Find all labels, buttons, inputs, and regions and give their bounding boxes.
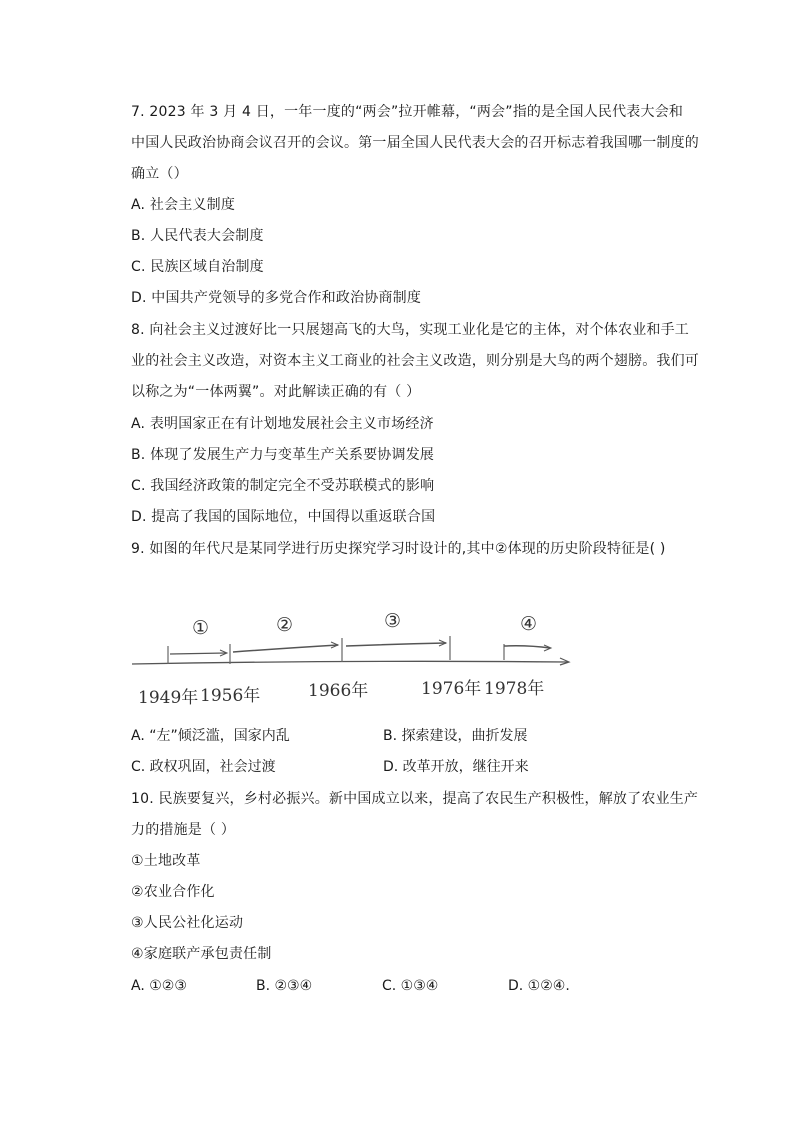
q7-stem-line-2: 中国人民政治协商会议召开的会议。第一届全国人民代表大会的召开标志着我国哪一制度的 [131, 135, 699, 151]
year-label-1956: 1956年 [200, 686, 261, 706]
timeline-figure [128, 598, 578, 710]
q9-option-a: A. “左”倾泛滥，国家内乱 [131, 728, 290, 744]
timeline-axis [132, 661, 568, 664]
q8-stem-line-1: 8. 向社会主义过渡好比一只展翅高飞的大鸟，实现工业化是它的主体，对个体农业和手工 [131, 322, 690, 338]
q7-option-b: B. 人民代表大会制度 [131, 228, 264, 244]
q8-stem-line-2: 业的社会主义改造，对资本主义工商业的社会主义改造，则分别是大鸟的两个翅膀。我们可 [131, 353, 699, 369]
segment-1-arrow [170, 653, 226, 654]
q9-option-b: B. 探索建设，曲折发展 [383, 728, 528, 744]
q7-option-a: A. 社会主义制度 [131, 197, 236, 213]
segment-1-label: ① [192, 617, 210, 639]
q8-option-c: C. 我国经济政策的制定完全不受苏联模式的影响 [131, 478, 435, 494]
q8-option-a: A. 表明国家正在有计划地发展社会主义市场经济 [131, 416, 434, 432]
q10-stem-line-1: 10. 民族要复兴，乡村必振兴。新中国成立以来，提高了农民生产积极性，解放了农业生产 [131, 791, 699, 807]
q9-option-c: C. 政权巩固，社会过渡 [131, 759, 276, 775]
q8-option-d: D. 提高了我国的国际地位，中国得以重返联合国 [131, 509, 436, 525]
q10-option-d: D. ①②④. [508, 978, 570, 994]
segment-2-label: ② [276, 614, 294, 636]
q10-option-b: B. ②③④ [256, 978, 313, 994]
q7-stem-line-1: 7. 2023 年 3 月 4 日，一年一度的“两会”拉开帷幕，“两会”指的是全国人民代表大会和 [131, 104, 684, 120]
timeline-svg [128, 598, 578, 710]
q7-stem-line-3: 确立（） [131, 166, 188, 182]
q10-option-a: A. ①②③ [131, 978, 187, 994]
segment-3-label: ③ [384, 610, 402, 632]
q7-option-c: C. 民族区域自治制度 [131, 259, 264, 275]
q10-item-2: ②农业合作化 [131, 884, 215, 900]
q7-option-d: D. 中国共产党领导的多党合作和政治协商制度 [131, 290, 422, 306]
q9-option-d: D. 改革开放，继往开来 [383, 759, 529, 775]
q10-stem-line-2: 力的措施是（ ） [131, 822, 236, 838]
q8-option-b: B. 体现了发展生产力与变革生产关系要协调发展 [131, 447, 435, 463]
year-label-1949: 1949年 [138, 688, 199, 708]
year-label-1976: 1976年 [421, 679, 482, 699]
segment-2-arrow [233, 645, 338, 652]
q9-stem: 9. 如图的年代尺是某同学进行历史探究学习时设计的,其中②体现的历史阶段特征是( ) [131, 541, 666, 557]
q10-item-3: ③人民公社化运动 [131, 915, 244, 931]
q10-option-c: C. ①③④ [382, 978, 439, 994]
segment-4-label: ④ [520, 613, 538, 635]
segment-3-arrow [346, 643, 446, 646]
segment-4-arrow [504, 646, 550, 648]
q10-item-4: ④家庭联产承包责任制 [131, 946, 272, 962]
q10-item-1: ①土地改革 [131, 853, 201, 869]
year-label-1978: 1978年 [484, 679, 545, 699]
year-label-1966: 1966年 [308, 681, 369, 701]
q8-stem-line-3: 以称之为“一体两翼”。对此解读正确的有（ ） [131, 384, 421, 400]
